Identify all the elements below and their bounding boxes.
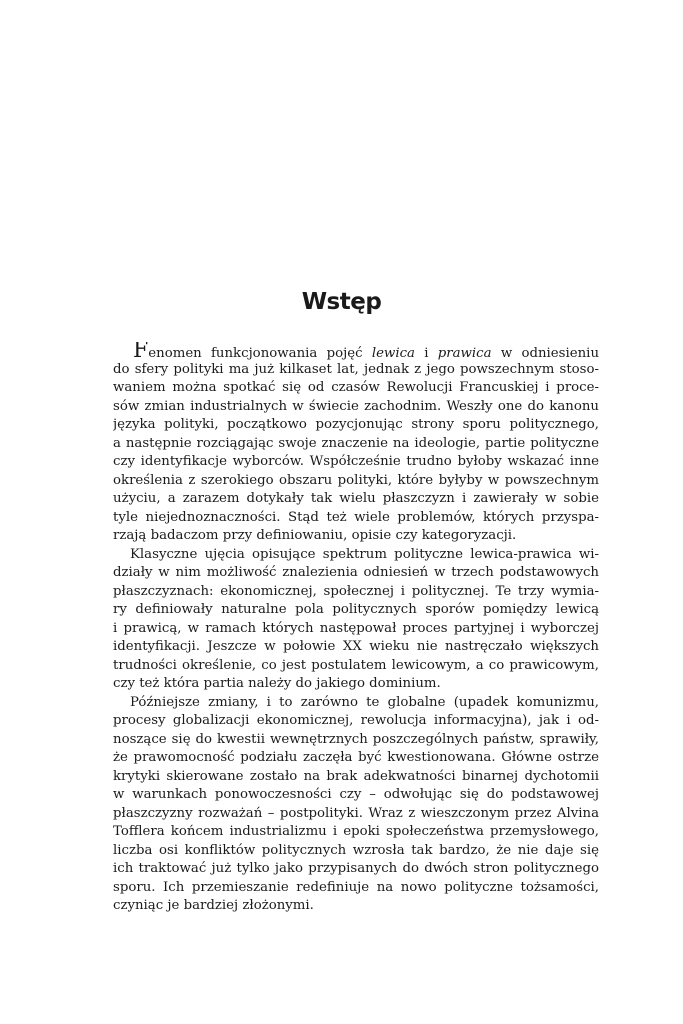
text-line: trudności określenie, co jest postulatem lewicowym, a co prawicowym,	[113, 657, 599, 673]
text-line: określenia z szerokiego obszaru polityki, które byłyby w powszechnym	[113, 472, 599, 488]
text-line: w warunkach ponowoczesności czy – odwołując się do podstawowej	[113, 787, 599, 802]
paragraph-1	[113, 342, 599, 546]
paragraph-3	[113, 694, 599, 916]
text-line: płaszczyzny rozważań – postpolityki. Wraz z wieszczonym przez Alvina	[113, 805, 599, 821]
text-line: krytyki skierowane zostało na brak adekwatności binarnej dychotomii	[113, 768, 599, 784]
text-line: tyle niejednoznaczności. Stąd też wiele problemów, których przyspa-	[113, 509, 599, 525]
text-line: języka polityki, początkowo pozycjonując strony sporu politycznego,	[113, 417, 599, 432]
text-line: rzają badaczom przy definiowaniu, opisie czy kategoryzacji.	[113, 528, 517, 543]
text-line: sporu. Ich przemieszanie redefiniuje na nowo polityczne tożsamości,	[113, 879, 599, 895]
text-line: a następnie rozciągając swoje znaczenie na ideologie, partie polityczne	[113, 435, 599, 451]
text-line: sów zmian industrialnych w świecie zachodnim. Weszły one do kanonu	[113, 398, 599, 414]
text-line: Fenomen funkcjonowania pojęć lewica i prawica w odniesieniu	[113, 342, 599, 361]
text-line: liczba osi konfliktów politycznych wzrosła tak bardzo, że nie daje się	[113, 842, 599, 858]
text-line: że prawomocność podziału zaczęła być kwestionowana. Główne ostrze	[113, 750, 599, 765]
text-line: ich traktować już tylko jako przypisanych do dwóch stron politycznego	[113, 861, 599, 876]
text-line: noszące się do kwestii wewnętrznych poszczególnych państw, sprawiły,	[113, 731, 599, 747]
text-line: procesy globalizacji ekonomicznej, rewolucja informacyjna), jak i od-	[113, 713, 599, 728]
text-line: waniem można spotkać się od czasów Rewolucji Francuskiej i proce-	[113, 380, 599, 395]
paragraph-2	[113, 546, 599, 694]
text-line: Tofflera końcem industrializmu i epoki społeczeństwa przemysłowego,	[113, 824, 599, 839]
text-line: i prawicą, w ramach których następował proces partyjnej i wyborczej	[113, 620, 599, 636]
text-line: czyniąc je bardziej złożonymi.	[113, 898, 314, 913]
text-line: Klasyczne ujęcia opisujące spektrum polityczne lewica-prawica wi-	[130, 546, 599, 562]
text-line: czy też która partia należy do jakiego dominium.	[113, 676, 441, 691]
text-line: ry definiowały naturalne pola politycznych sporów pomiędzy lewicą	[113, 602, 599, 617]
chapter-title: Wstęp	[301, 289, 382, 315]
chapter-body	[113, 342, 599, 916]
text-line: Późniejsze zmiany, i to zarówno te globalne (upadek komunizmu,	[130, 694, 599, 710]
text-line: identyfikacji. Jeszcze w połowie XX wieku nie nastręczało większych	[113, 639, 599, 654]
text-line: czy identyfikacje wyborców. Współcześnie trudno byłoby wskazać inne	[113, 454, 599, 469]
italic-term-lewica: lewica	[371, 346, 415, 361]
text-line: płaszczyznach: ekonomicznej, społecznej i politycznej. Te trzy wymia-	[113, 583, 599, 599]
text-line: użyciu, a zarazem dotykały tak wielu płaszczyzn i zawierały w sobie	[113, 491, 599, 506]
italic-term-prawica: prawica	[437, 346, 492, 361]
text-line: działy w nim możliwość znalezienia odniesień w trzech podstawowych	[113, 565, 599, 580]
text-line: do sfery polityki ma już kilkaset lat, jednak z jego powszechnym stoso-	[113, 361, 599, 377]
drop-cap: F	[133, 342, 149, 361]
